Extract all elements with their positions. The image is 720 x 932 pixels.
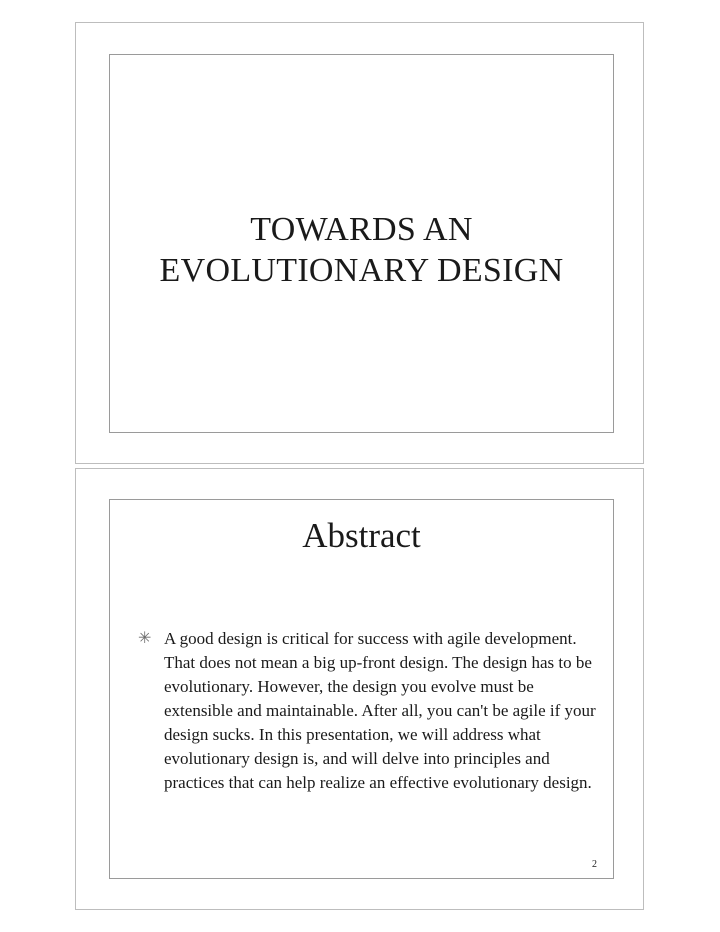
asterisk-bullet-icon: ✳ — [138, 630, 152, 647]
abstract-slide — [109, 499, 614, 879]
slide-title — [110, 209, 613, 291]
slide-title-line: TOWARDS AN — [250, 211, 473, 248]
page-number: 2 — [592, 859, 597, 870]
slide-heading: Abstract — [302, 516, 421, 555]
bullet-text: A good design is critical for success with agile development. That does not mean a big up-front design. The design has to be evolutionary. However, the design you evolve must be extensible and maintainable. After all, you can't be agile if your design sucks. In this presentation, we will address what evolutionary design is, and will delve into principles and practices that can help realize an effective evolutionary design. — [164, 629, 596, 792]
bullet-list — [128, 627, 598, 795]
bullet-item — [128, 627, 598, 795]
title-slide — [109, 54, 614, 433]
slide-title-line: EVOLUTIONARY DESIGN — [159, 252, 564, 289]
handout-sheet-1 — [75, 22, 644, 464]
handout-sheet-2 — [75, 468, 644, 910]
